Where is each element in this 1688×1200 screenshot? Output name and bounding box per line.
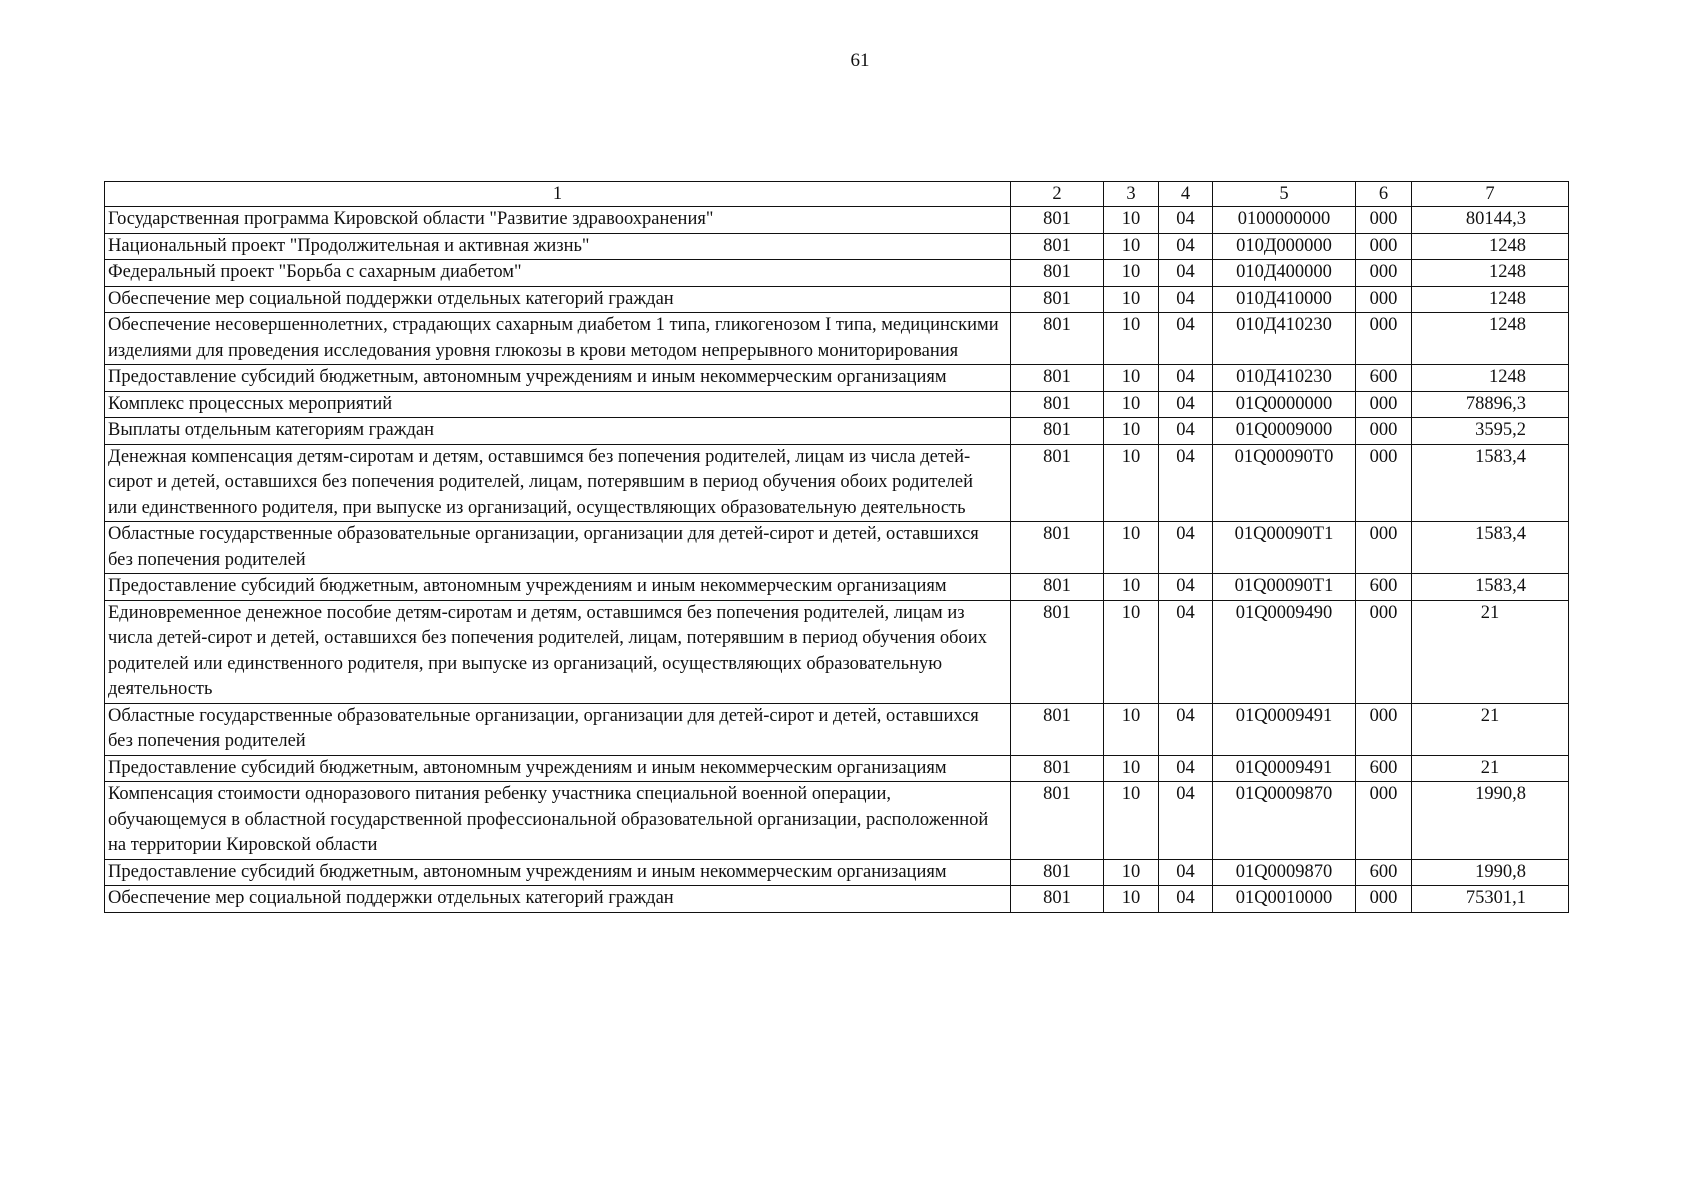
row-name: Компенсация стоимости одноразового питания ребенку участника специальной военной операции, обучающемуся в областной государственной профессиональной образовательной организации, расположенной на территории Кировской области bbox=[105, 782, 1011, 860]
row-amount: 1248 bbox=[1412, 286, 1569, 313]
row-code-5: 010Д000000 bbox=[1213, 233, 1356, 260]
row-name: Предоставление субсидий бюджетным, автономным учреждениям и иным некоммерческим организациям bbox=[105, 365, 1011, 392]
row-amount: 1990,8 bbox=[1412, 859, 1569, 886]
row-amount: 1248 bbox=[1412, 233, 1569, 260]
row-amount: 21 bbox=[1412, 600, 1569, 703]
row-amount: 3595,2 bbox=[1412, 418, 1569, 445]
row-code-3: 10 bbox=[1104, 207, 1159, 234]
row-code-5: 0100000000 bbox=[1213, 207, 1356, 234]
row-code-5: 010Д400000 bbox=[1213, 260, 1356, 287]
table-row bbox=[105, 886, 1569, 913]
row-code-5: 01Q0010000 bbox=[1213, 886, 1356, 913]
table-row bbox=[105, 233, 1569, 260]
row-code-6: 000 bbox=[1356, 418, 1412, 445]
row-code-4: 04 bbox=[1159, 313, 1213, 365]
row-code-3: 10 bbox=[1104, 782, 1159, 860]
row-code-2: 801 bbox=[1011, 886, 1104, 913]
column-header-6: 6 bbox=[1356, 182, 1412, 207]
row-amount: 78896,3 bbox=[1412, 391, 1569, 418]
row-amount: 21 bbox=[1412, 755, 1569, 782]
row-code-4: 04 bbox=[1159, 755, 1213, 782]
row-amount: 1248 bbox=[1412, 260, 1569, 287]
row-code-4: 04 bbox=[1159, 782, 1213, 860]
row-code-3: 10 bbox=[1104, 522, 1159, 574]
row-amount: 21 bbox=[1412, 703, 1569, 755]
row-code-5: 01Q00090T1 bbox=[1213, 522, 1356, 574]
row-code-6: 000 bbox=[1356, 782, 1412, 860]
row-name: Обеспечение мер социальной поддержки отдельных категорий граждан bbox=[105, 286, 1011, 313]
row-code-4: 04 bbox=[1159, 886, 1213, 913]
row-code-5: 01Q0009491 bbox=[1213, 755, 1356, 782]
table-row bbox=[105, 755, 1569, 782]
column-header-3: 3 bbox=[1104, 182, 1159, 207]
row-name: Предоставление субсидий бюджетным, автономным учреждениям и иным некоммерческим организациям bbox=[105, 574, 1011, 601]
row-code-6: 600 bbox=[1356, 574, 1412, 601]
row-code-3: 10 bbox=[1104, 286, 1159, 313]
row-code-5: 01Q0009870 bbox=[1213, 782, 1356, 860]
table-row bbox=[105, 703, 1569, 755]
table-row bbox=[105, 260, 1569, 287]
row-code-5: 01Q00090T1 bbox=[1213, 574, 1356, 601]
row-code-2: 801 bbox=[1011, 418, 1104, 445]
row-code-2: 801 bbox=[1011, 391, 1104, 418]
row-code-6: 000 bbox=[1356, 444, 1412, 522]
row-code-3: 10 bbox=[1104, 574, 1159, 601]
row-code-2: 801 bbox=[1011, 207, 1104, 234]
row-code-2: 801 bbox=[1011, 574, 1104, 601]
row-code-6: 000 bbox=[1356, 313, 1412, 365]
table-row bbox=[105, 391, 1569, 418]
row-code-4: 04 bbox=[1159, 444, 1213, 522]
row-code-3: 10 bbox=[1104, 391, 1159, 418]
row-code-2: 801 bbox=[1011, 233, 1104, 260]
table-row bbox=[105, 600, 1569, 703]
row-amount: 1583,4 bbox=[1412, 574, 1569, 601]
row-code-6: 000 bbox=[1356, 286, 1412, 313]
row-code-2: 801 bbox=[1011, 522, 1104, 574]
row-code-3: 10 bbox=[1104, 260, 1159, 287]
row-code-5: 010Д410000 bbox=[1213, 286, 1356, 313]
row-code-4: 04 bbox=[1159, 703, 1213, 755]
row-code-4: 04 bbox=[1159, 391, 1213, 418]
table-row bbox=[105, 286, 1569, 313]
row-name: Предоставление субсидий бюджетным, автономным учреждениям и иным некоммерческим организациям bbox=[105, 755, 1011, 782]
table-row bbox=[105, 444, 1569, 522]
row-name: Областные государственные образовательные организации, организации для детей-сирот и детей, оставшихся без попечения родителей bbox=[105, 703, 1011, 755]
row-code-3: 10 bbox=[1104, 859, 1159, 886]
row-name: Выплаты отдельным категориям граждан bbox=[105, 418, 1011, 445]
row-code-2: 801 bbox=[1011, 859, 1104, 886]
row-amount: 1248 bbox=[1412, 313, 1569, 365]
column-header-2: 2 bbox=[1011, 182, 1104, 207]
row-code-2: 801 bbox=[1011, 313, 1104, 365]
table-body bbox=[105, 207, 1569, 913]
row-amount: 1583,4 bbox=[1412, 522, 1569, 574]
row-code-4: 04 bbox=[1159, 600, 1213, 703]
row-code-2: 801 bbox=[1011, 444, 1104, 522]
row-code-3: 10 bbox=[1104, 600, 1159, 703]
row-code-2: 801 bbox=[1011, 703, 1104, 755]
row-code-2: 801 bbox=[1011, 260, 1104, 287]
row-code-2: 801 bbox=[1011, 600, 1104, 703]
row-code-3: 10 bbox=[1104, 365, 1159, 392]
row-code-4: 04 bbox=[1159, 522, 1213, 574]
column-header-7: 7 bbox=[1412, 182, 1569, 207]
row-name: Предоставление субсидий бюджетным, автономным учреждениям и иным некоммерческим организациям bbox=[105, 859, 1011, 886]
row-code-3: 10 bbox=[1104, 444, 1159, 522]
row-amount: 75301,1 bbox=[1412, 886, 1569, 913]
row-name: Государственная программа Кировской области "Развитие здравоохранения" bbox=[105, 207, 1011, 234]
row-code-5: 01Q0009000 bbox=[1213, 418, 1356, 445]
row-code-6: 600 bbox=[1356, 755, 1412, 782]
row-name: Федеральный проект "Борьба с сахарным диабетом" bbox=[105, 260, 1011, 287]
table-row bbox=[105, 365, 1569, 392]
row-name: Обеспечение мер социальной поддержки отдельных категорий граждан bbox=[105, 886, 1011, 913]
row-code-4: 04 bbox=[1159, 574, 1213, 601]
row-code-3: 10 bbox=[1104, 755, 1159, 782]
table-row bbox=[105, 207, 1569, 234]
row-name: Национальный проект "Продолжительная и активная жизнь" bbox=[105, 233, 1011, 260]
row-code-5: 010Д410230 bbox=[1213, 313, 1356, 365]
row-name: Обеспечение несовершеннолетних, страдающих сахарным диабетом 1 типа, гликогенозом I типа, медицинскими изделиями для проведения исследования уровня глюкозы в крови методом непрерывного мониторирования bbox=[105, 313, 1011, 365]
budget-table bbox=[104, 181, 1569, 913]
row-code-6: 000 bbox=[1356, 391, 1412, 418]
table-row bbox=[105, 418, 1569, 445]
row-name: Денежная компенсация детям-сиротам и детям, оставшимся без попечения родителей, лицам из числа детей-сирот и детей, оставшихся без попечения родителей, лицам, потерявшим в период обучения обоих родителей или единственного родителя, при выпуске из организаций, осуществляющих образовательную деятельность bbox=[105, 444, 1011, 522]
table-row bbox=[105, 574, 1569, 601]
row-code-4: 04 bbox=[1159, 286, 1213, 313]
row-code-6: 000 bbox=[1356, 886, 1412, 913]
column-header-5: 5 bbox=[1213, 182, 1356, 207]
row-code-2: 801 bbox=[1011, 755, 1104, 782]
row-code-6: 000 bbox=[1356, 703, 1412, 755]
row-code-2: 801 bbox=[1011, 782, 1104, 860]
table-row bbox=[105, 522, 1569, 574]
row-code-4: 04 bbox=[1159, 365, 1213, 392]
row-name: Комплекс процессных мероприятий bbox=[105, 391, 1011, 418]
row-code-3: 10 bbox=[1104, 418, 1159, 445]
row-code-2: 801 bbox=[1011, 365, 1104, 392]
row-code-5: 01Q0000000 bbox=[1213, 391, 1356, 418]
row-code-3: 10 bbox=[1104, 703, 1159, 755]
table-row bbox=[105, 782, 1569, 860]
table-row bbox=[105, 313, 1569, 365]
row-code-3: 10 bbox=[1104, 233, 1159, 260]
row-code-4: 04 bbox=[1159, 233, 1213, 260]
row-amount: 1248 bbox=[1412, 365, 1569, 392]
row-code-5: 01Q0009870 bbox=[1213, 859, 1356, 886]
row-name: Единовременное денежное пособие детям-сиротам и детям, оставшимся без попечения родителей, лицам из числа детей-сирот и детей, оставшихся без попечения родителей, лицам, потерявшим в период обучения обоих родителей или единственного родителя, при выпуске из организаций, осуществляющих образовательную деятельность bbox=[105, 600, 1011, 703]
row-code-3: 10 bbox=[1104, 313, 1159, 365]
row-code-4: 04 bbox=[1159, 260, 1213, 287]
row-code-5: 010Д410230 bbox=[1213, 365, 1356, 392]
table-row bbox=[105, 859, 1569, 886]
row-code-6: 000 bbox=[1356, 522, 1412, 574]
row-code-6: 000 bbox=[1356, 207, 1412, 234]
row-code-5: 01Q0009490 bbox=[1213, 600, 1356, 703]
row-code-6: 000 bbox=[1356, 600, 1412, 703]
table-header-row bbox=[105, 182, 1569, 207]
column-header-4: 4 bbox=[1159, 182, 1213, 207]
row-code-6: 000 bbox=[1356, 260, 1412, 287]
row-amount: 1990,8 bbox=[1412, 782, 1569, 860]
row-code-5: 01Q0009491 bbox=[1213, 703, 1356, 755]
row-code-2: 801 bbox=[1011, 286, 1104, 313]
row-name: Областные государственные образовательные организации, организации для детей-сирот и детей, оставшихся без попечения родителей bbox=[105, 522, 1011, 574]
page-number: 61 bbox=[850, 50, 870, 71]
row-code-6: 000 bbox=[1356, 233, 1412, 260]
row-code-4: 04 bbox=[1159, 418, 1213, 445]
row-amount: 1583,4 bbox=[1412, 444, 1569, 522]
row-code-3: 10 bbox=[1104, 886, 1159, 913]
row-code-5: 01Q00090T0 bbox=[1213, 444, 1356, 522]
column-header-1: 1 bbox=[105, 182, 1011, 207]
row-amount: 80144,3 bbox=[1412, 207, 1569, 234]
row-code-4: 04 bbox=[1159, 207, 1213, 234]
row-code-6: 600 bbox=[1356, 365, 1412, 392]
row-code-6: 600 bbox=[1356, 859, 1412, 886]
row-code-4: 04 bbox=[1159, 859, 1213, 886]
